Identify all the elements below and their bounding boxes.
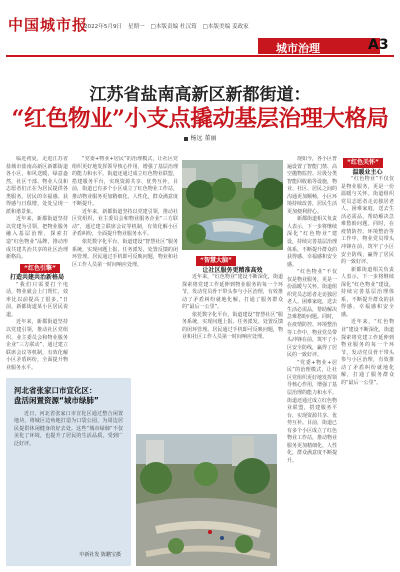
paragraph: 依托数字化平台，街道建设“智慧社区”服务系统，实现问题上报、任务派发、处置反馈的闭环管理。居民通过手机即可反映问题，物业和社区工作人员第一时间响应处理。 [182,311,283,341]
article-column-5 [341,156,394,566]
sidebar-photo-credit: 中新社发 陈鹏宝摄 [79,552,121,558]
issue-weekday: 星期一 [127,24,145,30]
paragraph: 近年来，新都街道坚持以党建引领，推动社区党组织、业主委员会和物业服务企业“三方联动”，通过建立联席会议等机制，有效化解小区矛盾纠纷，全面提升物业服务水平。 [6,319,68,371]
section-name: 城市治理 [276,42,320,55]
sidebar-photo [136,434,277,566]
issue-meta [84,22,253,30]
paragraph: “红色物业”不仅仅是物业服务，更是一份温暖与关怀。街道组织党员志愿者走访独居老人、困难家庭，送去生活必需品，帮助解决急难愁盼问题。同时，在疫情防控、环境整治等工作中，物业党员带头冲锋在前，筑牢了小区安全防线，赢得了居民的一致好评。 [287,269,337,359]
issue-date: 2022年5月9日 [84,24,123,30]
paragraph: 现如今，各小区普遍设置了智能门禁、高空抛物监控、垃圾分类智能回收箱等设施，物业、社区、居民之间的沟通更加顺畅，小区环境持续改善，居民生活更加便利舒心。 [287,156,337,215]
sidebar-title: 河北省张家口市宣化区： [14,386,97,395]
article-photo [182,160,283,250]
subheading: 温暖业主心 [352,168,383,176]
paragraph: 近年来，“红色物业”建设不断深化，街道探索将党建工作延伸到物业服务的每一个环节，发动党员骨干带头参与小区治理，有效推动了矛盾纠纷就地化解，打通了服务群众的“最后一公里”。 [182,274,283,311]
subheading: 让社区服务更精准高效 [202,266,263,274]
sidebar-title-line2: 盘活闲置资源“城市绿肺” [14,396,99,405]
issue-designer: □本版美编 姜政家 [202,24,249,30]
subheading-badge: “红色关怀” [343,158,383,168]
pocket-park-photo-illustration [136,434,277,566]
paragraph: 近年来，新都街道坚持以党建引领，推动社区党组织、业主委员会和物业服务企业“三方联动”，通过建立联席会议等机制，有效化解小区矛盾纠纷，全面提升物业服务水平。 [72,208,178,238]
page-number: A3 [368,37,389,53]
sidebar-news-box [6,378,131,566]
paragraph: 近年来，新都街道坚持以党建为引领，把物业服务融入基层治理，探索打造“红色物业”品牌，推动形成共建共治共享的社区治理新格局。 [6,216,68,261]
paragraph: “党委+物业+居民”的治理模式，让社区党组织更好地发挥领导核心作用，增强了基层治理的能力和水平。街道还通过成立红色物业联盟，搭建服务平台，实现资源共享、优势互补。目前，街道已有多个小区成立了红色物业工作站，推动物业服务更加精细化、人性化，群众满意度不断提升。 [72,156,178,208]
article-column-2 [72,156,178,374]
article-subtitle: 江苏省盐南高新区新都街道： [89,85,311,105]
paragraph: 近年来，“红色物业”建设不断深化，街道探索将党建工作延伸到物业服务的每一个环节，发动党员骨干带头参与小区治理，有效推动了矛盾纠纷就地化解，打通了服务群众的“最后一公里”。 [341,319,394,386]
page-header [0,0,400,56]
paragraph: 新都街道相关负责人表示，下一步将继续深化“红色物业”建设，持续完善基层治理体系，不断提升群众的获得感、幸福感和安全感。 [341,266,394,318]
sidebar-body: 近日，河北省张家口市宣化区通过整合闲置地块，将城区边角地打造为口袋公园，为周边居民提供休闲健身的好去处。这些“城市绿肺”不仅美化了环境，也提升了居民的生活品质，受到广泛好评。 [14,411,123,447]
article-column-3 [182,254,283,430]
subheading-badge: “红色引擎” [20,264,60,274]
park-photo-illustration [182,160,283,250]
article-column-1 [6,156,68,374]
paragraph: 依托数字化平台，街道建设“智慧社区”服务系统，实现问题上报、任务派发、处置反馈的闭环管理。居民通过手机即可反映问题，物业和社区工作人员第一时间响应处理。 [72,239,178,268]
paragraph: “党委+物业+居民”的治理模式，让社区党组织更好地发挥领导核心作用，增强了基层治理的能力和水平。街道还通过成立红色物业联盟，搭建服务平台，实现资源共享、优势互补。目前，街道已有多个小区成立了红色物业工作站，推动物业服务更加精细化、人性化，群众满意度不断提升。 [287,359,337,464]
article-column-4 [287,156,337,566]
article-byline [0,133,400,142]
byline-marker [184,137,188,141]
article-title: “红色物业”小支点撬动基层治理大格局 [11,106,389,132]
newspaper-logo: 中国城市报 [8,16,89,34]
paragraph: “红色物业”不仅仅是物业服务，更是一份温暖与关怀。街道组织党员志愿者走访独居老人、困难家庭，送去生活必需品，帮助解决急难愁盼问题。同时，在疫情防控、环境整治等工作中，物业党员带头冲锋在前，筑牢了小区安全防线，赢得了居民的一致好评。 [341,176,394,266]
byline-text: 杨远 董丽 [190,135,217,142]
paragraph: 临近初夏，走进江苏省盐城市盐南高新区新都街道各小区，和风送暖，绿意盎然，社区干部、物业人员和志愿者们正在为居民提供各类服务。居民的幸福感、获得感与日俱增，处处呈现一派和谐景象。 [6,156,68,215]
paragraph: “我们只需要打个电话，物业就会上门帮忙，效率比以前提高了很多。”日前，新都街道某小区居民说道。 [6,281,68,318]
paragraph: 新都街道相关负责人表示，下一步将继续深化“红色物业”建设，持续完善基层治理体系，不断提升群众的获得感、幸福感和安全感。 [287,216,337,268]
header-rule [6,55,394,57]
subheading-badge: “智慧大脑” [196,256,236,266]
subheading: 打造共建共治新格局 [9,274,64,282]
issue-editor: □本版责编 杜汉筠 [150,24,197,30]
